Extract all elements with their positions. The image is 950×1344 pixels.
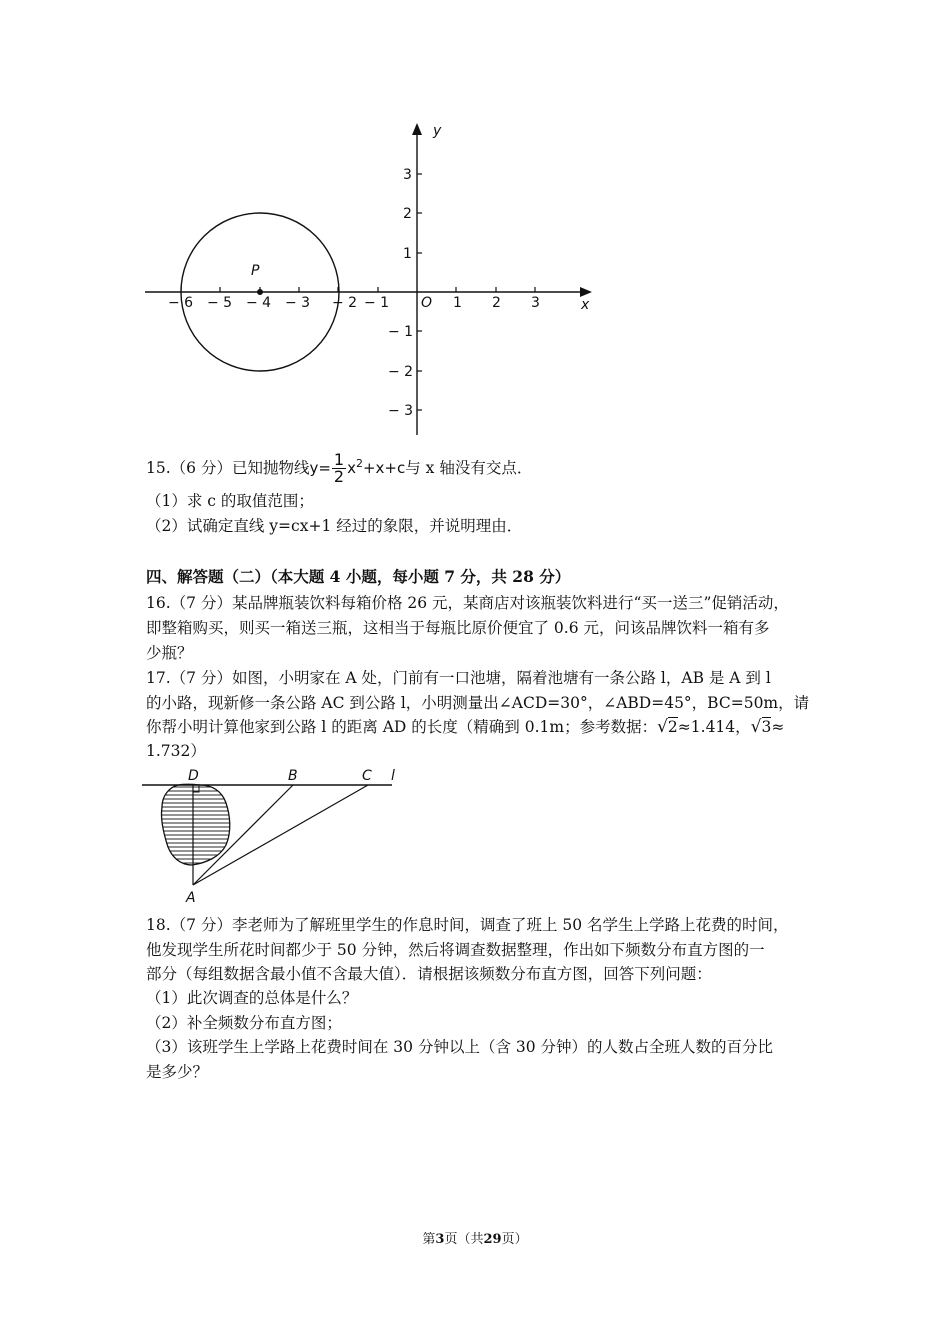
q16-line: 16.（7 分）某品牌瓶装饮料每箱价格 26 元，某商店对该瓶装饮料进行“买一送三”促销活动，: [146, 594, 789, 612]
y-tick-label: − 2: [388, 364, 414, 380]
eq-x: x: [347, 459, 356, 477]
equation: [309, 450, 406, 486]
q17-line3: 你帮小明计算他家到公路 l 的距离 AD 的长度（精确到 0.1m；参考数据：√2≈1.414，√3≈: [146, 717, 785, 737]
q15-stem: [146, 449, 532, 485]
y-tick-label: 2: [403, 206, 412, 222]
q17-line3-text: 你帮小明计算他家到公路 l 的距离 AD 的长度（精确到 0.1m；参考数据：: [146, 718, 658, 736]
q15-part2: （2）试确定直线 y=cx+1 经过的象限，并说明理由．: [146, 517, 523, 535]
q18-line: 部分（每组数据含最小值不含最大值）．请根据该频数分布直方图，回答下列问题：: [146, 965, 712, 983]
x-axis-arrow: [580, 287, 592, 297]
x-tick-label: 1: [453, 295, 462, 311]
approx-2: ≈: [771, 718, 785, 736]
q15-lead: 15.（6 分）已知抛物线: [146, 459, 310, 477]
x-tick-label: − 6: [168, 295, 194, 311]
eq-exponent: 2: [355, 457, 363, 470]
x-tick-label: 3: [531, 295, 540, 311]
approx-1: ≈1.414，: [677, 718, 751, 736]
q18-part1: （1）此次调查的总体是什么？: [146, 989, 358, 1007]
q16-line: 少瓶？: [146, 644, 193, 662]
y-tick-label: − 3: [388, 403, 414, 419]
q15-part1: （1）求 c 的取值范围；: [146, 492, 314, 510]
q17-line: 17.（7 分）如图，小明家在 A 处，门前有一口池塘，隔着池塘有一条公路 l，AB 是 A 到 l: [146, 669, 771, 687]
label-c: C: [362, 768, 372, 784]
page-footer: [0, 1228, 950, 1247]
x-axis-label: x: [581, 297, 590, 313]
pond-figure: [140, 765, 410, 905]
q17-line: 1.732）: [146, 742, 206, 760]
label-d: D: [188, 768, 199, 784]
q18-part3: （3）该班学生上学路上花费时间在 30 分钟以上（含 30 分钟）的人数占全班人数的百分比: [146, 1038, 774, 1056]
frac-num: 1: [333, 450, 345, 469]
pond: [161, 784, 229, 865]
x-tick-label: − 1: [364, 295, 390, 311]
page-total: 29: [483, 1232, 502, 1247]
eq-y: y=: [309, 459, 331, 477]
footer-pre: 第: [422, 1232, 436, 1247]
x-tick-label: − 4: [246, 295, 272, 311]
x-tick-label: 2: [492, 295, 501, 311]
label-l: l: [391, 768, 395, 784]
q17-line: 的小路，现新修一条公路 AC 到公路 l，小明测量出∠ACD=30°，∠ABD=45°，BC=50m，请: [146, 694, 810, 712]
y-tick-label: − 1: [388, 324, 414, 340]
label-b: B: [288, 768, 298, 784]
eq-tail: +x+c: [362, 459, 406, 477]
x-tick-label: − 3: [285, 295, 311, 311]
q18-part4: 是多少？: [146, 1063, 209, 1081]
q18-line: 18.（7 分）李老师为了解班里学生的作息时间，调查了班上 50 名学生上学路上花费的时间，: [146, 916, 789, 934]
label-a: A: [186, 890, 196, 905]
q18-line: 他发现学生所花时间都少于 50 分钟，然后将调查数据整理，作出如下频数分布直方图的一: [146, 941, 765, 959]
y-axis-label: y: [433, 123, 442, 139]
fraction: [332, 452, 346, 485]
coordinate-figure: [140, 115, 600, 440]
y-axis-arrow: [412, 123, 422, 135]
sqrt-3: 3: [761, 718, 772, 736]
x-ticks: [181, 287, 535, 292]
q16-line: 即整箱购买，则买一箱送三瓶，这相当于每瓶比原价便宜了 0.6 元，问该品牌饮料一箱有多: [146, 619, 770, 637]
point-p-label: P: [251, 263, 260, 279]
q18-part2: （2）补全频数分布直方图；: [146, 1014, 342, 1032]
y-tick-label: 1: [403, 246, 412, 262]
origin-label: O: [421, 295, 433, 311]
x-tick-label: − 2: [332, 295, 358, 311]
y-tick-label: 3: [403, 167, 412, 183]
footer-mid: 页（共: [444, 1232, 484, 1247]
section-heading: 四、解答题（二）（本大题 4 小题，每小题 7 分，共 28 分）: [146, 567, 571, 586]
page-number: 3: [435, 1232, 445, 1247]
footer-post: 页）: [501, 1232, 528, 1247]
x-tick-label: − 5: [207, 295, 233, 311]
q15-trail: 与 x 轴没有交点．: [405, 459, 533, 477]
sqrt-2: 2: [667, 718, 678, 736]
frac-den: 2: [333, 467, 345, 486]
